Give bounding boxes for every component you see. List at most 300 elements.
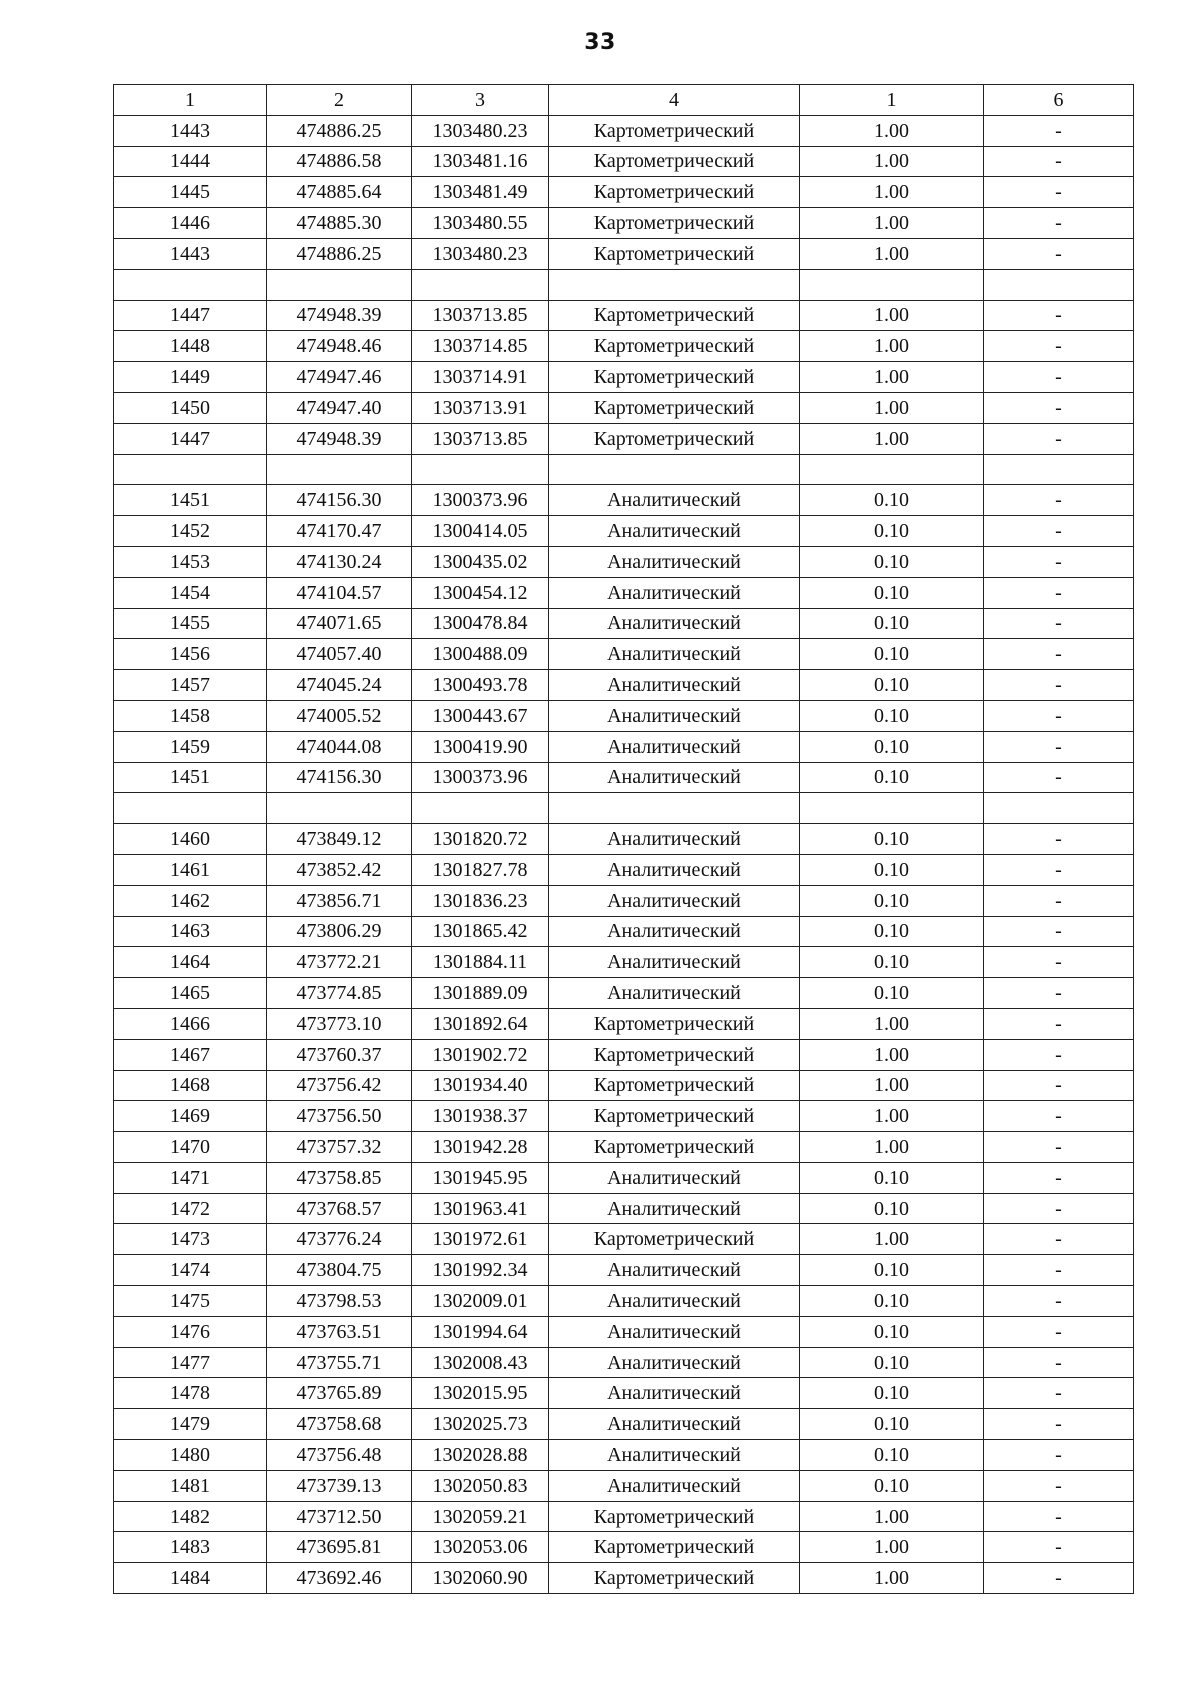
note-cell: - [984,1563,1134,1594]
note-cell: - [984,731,1134,762]
table-row [114,1286,1134,1317]
method-cell: Картометрический [549,115,800,146]
note-cell: - [984,1378,1134,1409]
x-coordinate-cell: 474885.64 [267,177,412,208]
table-row [114,1440,1134,1471]
point-number-cell: 1473 [114,1224,267,1255]
point-number-cell: 1455 [114,608,267,639]
point-number-cell: 1481 [114,1470,267,1501]
note-cell: - [984,546,1134,577]
table-row [114,1255,1134,1286]
method-cell: Аналитический [549,978,800,1009]
note-cell: - [984,331,1134,362]
point-number-cell: 1450 [114,392,267,423]
method-cell: Картометрический [549,146,800,177]
y-coordinate-cell: 1303714.85 [412,331,549,362]
y-coordinate-cell: 1300443.67 [412,700,549,731]
x-coordinate-cell: 473756.42 [267,1070,412,1101]
method-cell: Картометрический [549,1039,800,1070]
method-cell: Аналитический [549,885,800,916]
x-coordinate-cell: 473755.71 [267,1347,412,1378]
accuracy-cell: 0.10 [800,1440,984,1471]
table-row [114,639,1134,670]
table-separator-row [114,793,1134,824]
point-number-cell: 1456 [114,639,267,670]
y-coordinate-cell: 1300373.96 [412,762,549,793]
note-cell: - [984,1286,1134,1317]
accuracy-cell: 1.00 [800,115,984,146]
note-cell: - [984,608,1134,639]
note-cell: - [984,1101,1134,1132]
column-header: 1 [114,85,267,116]
x-coordinate-cell: 473695.81 [267,1532,412,1563]
point-number-cell: 1466 [114,1008,267,1039]
table-row [114,1162,1134,1193]
method-cell: Картометрический [549,1501,800,1532]
accuracy-cell: 0.10 [800,1470,984,1501]
accuracy-cell: 1.00 [800,300,984,331]
point-number-cell: 1452 [114,516,267,547]
accuracy-cell: 1.00 [800,1563,984,1594]
x-coordinate-cell: 474947.40 [267,392,412,423]
point-number-cell: 1484 [114,1563,267,1594]
table-row [114,1224,1134,1255]
method-cell: Аналитический [549,485,800,516]
note-cell: - [984,423,1134,454]
note-cell: - [984,577,1134,608]
table-row [114,546,1134,577]
note-cell: - [984,639,1134,670]
x-coordinate-cell: 474170.47 [267,516,412,547]
y-coordinate-cell: 1300414.05 [412,516,549,547]
point-number-cell: 1459 [114,731,267,762]
accuracy-cell: 0.10 [800,762,984,793]
table-row [114,1347,1134,1378]
y-coordinate-cell: 1301902.72 [412,1039,549,1070]
x-coordinate-cell: 474044.08 [267,731,412,762]
method-cell: Аналитический [549,1286,800,1317]
x-coordinate-cell: 473768.57 [267,1193,412,1224]
accuracy-cell: 1.00 [800,1132,984,1163]
y-coordinate-cell: 1301820.72 [412,824,549,855]
note-cell: - [984,1193,1134,1224]
y-coordinate-cell: 1300488.09 [412,639,549,670]
x-coordinate-cell: 473773.10 [267,1008,412,1039]
x-coordinate-cell: 473765.89 [267,1378,412,1409]
method-cell: Картометрический [549,392,800,423]
point-number-cell: 1451 [114,762,267,793]
x-coordinate-cell: 473756.50 [267,1101,412,1132]
method-cell: Аналитический [549,670,800,701]
y-coordinate-cell: 1301865.42 [412,916,549,947]
point-number-cell: 1447 [114,300,267,331]
y-coordinate-cell: 1302009.01 [412,1286,549,1317]
method-cell: Картометрический [549,1008,800,1039]
point-number-cell: 1478 [114,1378,267,1409]
x-coordinate-cell [267,454,412,485]
note-cell: - [984,1316,1134,1347]
y-coordinate-cell: 1300373.96 [412,485,549,516]
table-body [114,115,1134,1593]
x-coordinate-cell: 473760.37 [267,1039,412,1070]
table-row [114,1132,1134,1163]
x-coordinate-cell: 473758.68 [267,1409,412,1440]
table-row [114,608,1134,639]
x-coordinate-cell: 474130.24 [267,546,412,577]
accuracy-cell: 0.10 [800,947,984,978]
table-row [114,177,1134,208]
point-number-cell: 1443 [114,115,267,146]
note-cell: - [984,485,1134,516]
note-cell: - [984,300,1134,331]
accuracy-cell: 0.10 [800,700,984,731]
point-number-cell: 1480 [114,1440,267,1471]
method-cell: Картометрический [549,1101,800,1132]
point-number-cell: 1443 [114,238,267,269]
table-row [114,516,1134,547]
method-cell: Аналитический [549,916,800,947]
y-coordinate-cell: 1302053.06 [412,1532,549,1563]
method-cell: Картометрический [549,238,800,269]
method-cell: Аналитический [549,947,800,978]
method-cell: Аналитический [549,762,800,793]
table-row [114,947,1134,978]
method-cell: Аналитический [549,1316,800,1347]
accuracy-cell [800,269,984,300]
accuracy-cell [800,793,984,824]
y-coordinate-cell: 1300478.84 [412,608,549,639]
note-cell: - [984,177,1134,208]
x-coordinate-cell: 473849.12 [267,824,412,855]
accuracy-cell: 0.10 [800,1193,984,1224]
accuracy-cell: 0.10 [800,1255,984,1286]
method-cell: Аналитический [549,639,800,670]
table-row [114,485,1134,516]
y-coordinate-cell [412,454,549,485]
y-coordinate-cell: 1303480.23 [412,115,549,146]
x-coordinate-cell: 473774.85 [267,978,412,1009]
x-coordinate-cell: 473763.51 [267,1316,412,1347]
note-cell [984,454,1134,485]
point-number-cell: 1471 [114,1162,267,1193]
table-row [114,238,1134,269]
point-number-cell: 1449 [114,362,267,393]
x-coordinate-cell: 474947.46 [267,362,412,393]
y-coordinate-cell: 1301992.34 [412,1255,549,1286]
note-cell: - [984,947,1134,978]
note-cell: - [984,208,1134,239]
accuracy-cell: 1.00 [800,1101,984,1132]
x-coordinate-cell [267,793,412,824]
y-coordinate-cell: 1303481.16 [412,146,549,177]
x-coordinate-cell: 474885.30 [267,208,412,239]
x-coordinate-cell: 473776.24 [267,1224,412,1255]
y-coordinate-cell: 1302050.83 [412,1470,549,1501]
point-number-cell: 1462 [114,885,267,916]
x-coordinate-cell: 473852.42 [267,854,412,885]
x-coordinate-cell: 474948.39 [267,300,412,331]
y-coordinate-cell: 1301994.64 [412,1316,549,1347]
point-number-cell: 1453 [114,546,267,577]
table-row [114,1532,1134,1563]
method-cell: Картометрический [549,1224,800,1255]
accuracy-cell: 1.00 [800,238,984,269]
method-cell: Картометрический [549,423,800,454]
table-row [114,731,1134,762]
table-row [114,854,1134,885]
accuracy-cell: 0.10 [800,546,984,577]
note-cell: - [984,115,1134,146]
note-cell: - [984,1255,1134,1286]
x-coordinate-cell: 474156.30 [267,762,412,793]
point-number-cell: 1460 [114,824,267,855]
point-number-cell [114,269,267,300]
method-cell [549,269,800,300]
point-number-cell: 1463 [114,916,267,947]
page-number: 33 [584,30,616,55]
accuracy-cell: 0.10 [800,485,984,516]
table-row [114,1039,1134,1070]
table-row [114,1378,1134,1409]
note-cell: - [984,1162,1134,1193]
accuracy-cell: 1.00 [800,331,984,362]
table-row [114,577,1134,608]
method-cell: Аналитический [549,854,800,885]
y-coordinate-cell: 1301934.40 [412,1070,549,1101]
method-cell: Аналитический [549,1440,800,1471]
table-row [114,700,1134,731]
accuracy-cell: 1.00 [800,208,984,239]
note-cell: - [984,1470,1134,1501]
y-coordinate-cell: 1303714.91 [412,362,549,393]
table-separator-row [114,454,1134,485]
accuracy-cell: 1.00 [800,423,984,454]
accuracy-cell: 0.10 [800,854,984,885]
accuracy-cell: 0.10 [800,916,984,947]
accuracy-cell: 0.10 [800,577,984,608]
point-number-cell: 1468 [114,1070,267,1101]
accuracy-cell: 0.10 [800,1378,984,1409]
y-coordinate-cell: 1302025.73 [412,1409,549,1440]
accuracy-cell: 1.00 [800,1501,984,1532]
accuracy-cell: 0.10 [800,1347,984,1378]
table-row [114,1008,1134,1039]
note-cell: - [984,146,1134,177]
accuracy-cell: 0.10 [800,608,984,639]
y-coordinate-cell: 1301945.95 [412,1162,549,1193]
table-row [114,1563,1134,1594]
table-row [114,423,1134,454]
table-row [114,1501,1134,1532]
note-cell [984,793,1134,824]
method-cell: Картометрический [549,1532,800,1563]
point-number-cell [114,454,267,485]
point-number-cell: 1446 [114,208,267,239]
y-coordinate-cell: 1301938.37 [412,1101,549,1132]
y-coordinate-cell: 1301972.61 [412,1224,549,1255]
note-cell: - [984,670,1134,701]
accuracy-cell: 1.00 [800,146,984,177]
table-row [114,762,1134,793]
point-number-cell: 1457 [114,670,267,701]
table-row [114,146,1134,177]
note-cell: - [984,516,1134,547]
y-coordinate-cell: 1303480.23 [412,238,549,269]
point-number-cell: 1469 [114,1101,267,1132]
method-cell: Аналитический [549,1255,800,1286]
accuracy-cell: 1.00 [800,362,984,393]
accuracy-cell: 1.00 [800,1039,984,1070]
x-coordinate-cell: 473712.50 [267,1501,412,1532]
table-row [114,670,1134,701]
accuracy-cell: 1.00 [800,1532,984,1563]
table-row [114,1101,1134,1132]
table-row [114,1070,1134,1101]
method-cell: Аналитический [549,1347,800,1378]
y-coordinate-cell: 1301889.09 [412,978,549,1009]
column-header: 6 [984,85,1134,116]
method-cell: Аналитический [549,1162,800,1193]
note-cell: - [984,362,1134,393]
table-row [114,824,1134,855]
table-row [114,1316,1134,1347]
accuracy-cell: 0.10 [800,978,984,1009]
x-coordinate-cell: 473692.46 [267,1563,412,1594]
note-cell: - [984,762,1134,793]
accuracy-cell: 0.10 [800,885,984,916]
x-coordinate-cell: 474948.39 [267,423,412,454]
method-cell: Картометрический [549,362,800,393]
y-coordinate-cell: 1302059.21 [412,1501,549,1532]
accuracy-cell: 0.10 [800,670,984,701]
accuracy-cell: 1.00 [800,392,984,423]
method-cell [549,454,800,485]
column-header: 3 [412,85,549,116]
y-coordinate-cell: 1300419.90 [412,731,549,762]
y-coordinate-cell: 1300435.02 [412,546,549,577]
point-number-cell: 1476 [114,1316,267,1347]
y-coordinate-cell: 1301942.28 [412,1132,549,1163]
note-cell: - [984,700,1134,731]
accuracy-cell: 0.10 [800,824,984,855]
x-coordinate-cell: 473856.71 [267,885,412,916]
x-coordinate-cell: 473758.85 [267,1162,412,1193]
method-cell: Картометрический [549,300,800,331]
point-number-cell [114,793,267,824]
point-number-cell: 1467 [114,1039,267,1070]
method-cell: Аналитический [549,608,800,639]
x-coordinate-cell: 474104.57 [267,577,412,608]
y-coordinate-cell: 1301963.41 [412,1193,549,1224]
y-coordinate-cell: 1302015.95 [412,1378,549,1409]
x-coordinate-cell: 474948.46 [267,331,412,362]
x-coordinate-cell: 474045.24 [267,670,412,701]
y-coordinate-cell: 1303481.49 [412,177,549,208]
column-header: 1 [800,85,984,116]
point-number-cell: 1464 [114,947,267,978]
accuracy-cell: 0.10 [800,516,984,547]
point-number-cell: 1461 [114,854,267,885]
table-row [114,1470,1134,1501]
accuracy-cell: 0.10 [800,1162,984,1193]
note-cell: - [984,1347,1134,1378]
x-coordinate-cell: 474071.65 [267,608,412,639]
point-number-cell: 1448 [114,331,267,362]
y-coordinate-cell: 1301892.64 [412,1008,549,1039]
accuracy-cell: 1.00 [800,1224,984,1255]
note-cell: - [984,1501,1134,1532]
point-number-cell: 1444 [114,146,267,177]
x-coordinate-cell: 474886.58 [267,146,412,177]
method-cell: Аналитический [549,546,800,577]
y-coordinate-cell: 1302008.43 [412,1347,549,1378]
note-cell [984,269,1134,300]
y-coordinate-cell: 1300454.12 [412,577,549,608]
note-cell: - [984,916,1134,947]
note-cell: - [984,1409,1134,1440]
y-coordinate-cell: 1301836.23 [412,885,549,916]
y-coordinate-cell: 1303713.91 [412,392,549,423]
x-coordinate-cell: 473804.75 [267,1255,412,1286]
x-coordinate-cell: 473798.53 [267,1286,412,1317]
method-cell: Аналитический [549,824,800,855]
method-cell: Аналитический [549,1470,800,1501]
table-separator-row [114,269,1134,300]
table-row [114,1193,1134,1224]
point-number-cell: 1483 [114,1532,267,1563]
method-cell: Аналитический [549,700,800,731]
note-cell: - [984,1532,1134,1563]
point-number-cell: 1451 [114,485,267,516]
method-cell: Картометрический [549,1070,800,1101]
accuracy-cell: 0.10 [800,1316,984,1347]
method-cell: Аналитический [549,577,800,608]
y-coordinate-cell: 1301827.78 [412,854,549,885]
method-cell: Картометрический [549,1132,800,1163]
accuracy-cell: 1.00 [800,177,984,208]
x-coordinate-cell: 473739.13 [267,1470,412,1501]
note-cell: - [984,885,1134,916]
y-coordinate-cell: 1300493.78 [412,670,549,701]
table-row [114,208,1134,239]
x-coordinate-cell: 473806.29 [267,916,412,947]
y-coordinate-cell: 1303713.85 [412,300,549,331]
note-cell: - [984,978,1134,1009]
note-cell: - [984,392,1134,423]
point-number-cell: 1465 [114,978,267,1009]
point-number-cell: 1475 [114,1286,267,1317]
x-coordinate-cell [267,269,412,300]
point-number-cell: 1470 [114,1132,267,1163]
method-cell: Аналитический [549,516,800,547]
table-row [114,392,1134,423]
x-coordinate-cell: 473772.21 [267,947,412,978]
accuracy-cell: 1.00 [800,1070,984,1101]
y-coordinate-cell [412,269,549,300]
table-header-row [114,85,1134,116]
accuracy-cell: 1.00 [800,1008,984,1039]
table-row [114,1409,1134,1440]
point-number-cell: 1445 [114,177,267,208]
x-coordinate-cell: 474057.40 [267,639,412,670]
y-coordinate-cell: 1303713.85 [412,423,549,454]
column-header: 4 [549,85,800,116]
table-row [114,916,1134,947]
note-cell: - [984,1132,1134,1163]
x-coordinate-cell: 474005.52 [267,700,412,731]
note-cell: - [984,1224,1134,1255]
point-number-cell: 1479 [114,1409,267,1440]
